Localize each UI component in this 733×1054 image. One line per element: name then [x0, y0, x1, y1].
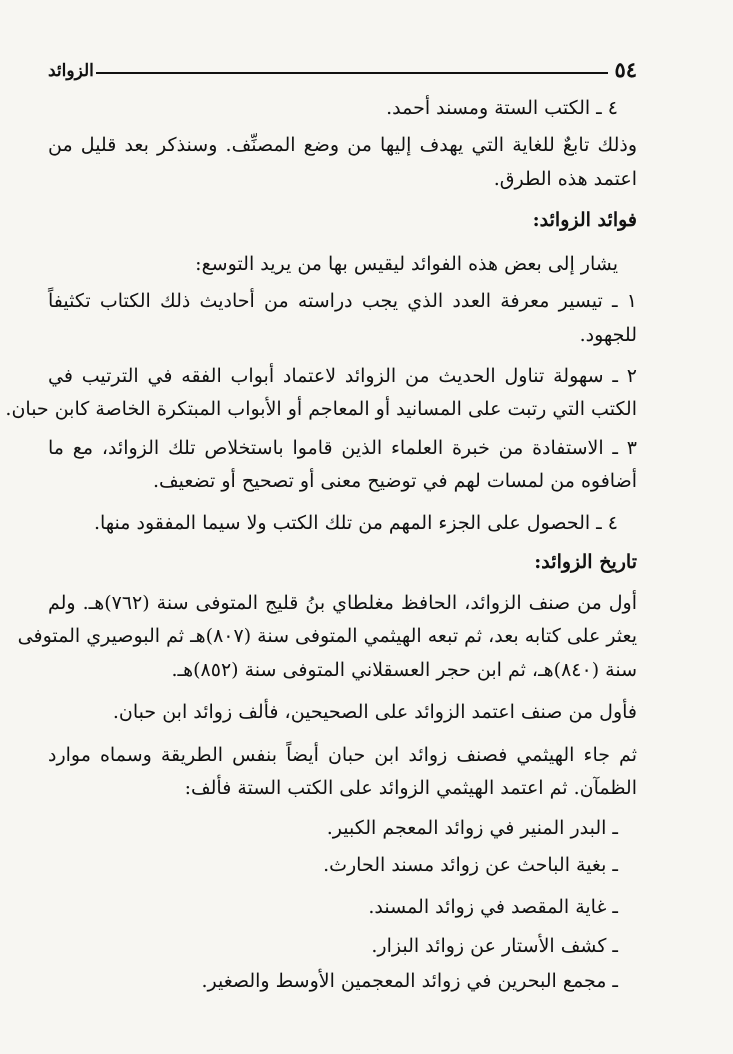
- list-item: ـ مجمع البحرين في زوائد المعجمين الأوسط والصغير.: [201, 970, 618, 992]
- page-header: [48, 54, 637, 80]
- text-line: ٤ ـ الكتب الستة ومسند أحمد.: [386, 97, 618, 119]
- text-line: أول من صنف الزوائد، الحافظ مغلطاي بنُ قليج المتوفى سنة (٧٦٢)هـ. ولم: [48, 592, 637, 614]
- text-line: ٤ ـ الحصول على الجزء المهم من تلك الكتب ولا سيما المفقود منها.: [93, 512, 618, 534]
- text-line: ١ ـ تيسير معرفة العدد الذي يجب دراسته من أحاديث ذلك الكتاب تكثيفاً: [48, 290, 637, 312]
- text-line: وذلك تابعٌ للغاية التي يهدف إليها من وضع المصنِّف. وسنذكر بعد قليل من: [48, 134, 637, 156]
- list-item: ـ بغية الباحث عن زوائد مسند الحارث.: [323, 854, 618, 876]
- text-line: للجهود.: [579, 324, 637, 346]
- page-number: ٥٤: [614, 57, 637, 82]
- section-heading: تاريخ الزوائد:: [534, 551, 637, 573]
- list-item: ـ البدر المنير في زوائد المعجم الكبير.: [326, 817, 618, 839]
- text-line: يشار إلى بعض هذه الفوائد ليقيس بها من يريد التوسع:: [195, 253, 618, 275]
- list-item: ـ كشف الأستار عن زوائد البزار.: [371, 935, 618, 957]
- text-line: يعثر على كتابه بعد، ثم تبعه الهيثمي المتوفى سنة (٨٠٧)هـ ثم البوصيري المتوفى: [17, 625, 637, 647]
- text-line: الكتب التي رتبت على المسانيد أو المعاجم أو الأبواب المبتكرة الخاصة كابن حبان.: [5, 398, 637, 420]
- text-line: ٣ ـ الاستفادة من خبرة العلماء الذين قاموا باستخلاص تلك الزوائد، مع ما: [48, 437, 637, 459]
- text-line: سنة (٨٤٠)هـ، ثم ابن حجر العسقلاني المتوفى سنة (٨٥٢)هـ.: [171, 659, 637, 681]
- text-line: اعتمد هذه الطرق.: [493, 168, 637, 190]
- header-rule: [96, 72, 609, 74]
- text-line: ثم جاء الهيثمي فصنف زوائد ابن حبان أيضاً بنفس الطريقة وسماه موارد: [48, 744, 637, 766]
- text-line: أضافوه من لمسات لهم في توضيح معنى أو تصحيح أو تضعيف.: [152, 470, 637, 492]
- text-line: الظمآن. ثم اعتمد الهيثمي الزوائد على الكتب الستة فألف:: [184, 777, 637, 799]
- text-line: فأول من صنف اعتمد الزوائد على الصحيحين، فألف زوائد ابن حبان.: [112, 701, 637, 723]
- text-line: ٢ ـ سهولة تناول الحديث من الزوائد لاعتماد أبواب الفقه في الترتيب في: [48, 365, 637, 387]
- running-title: الزوائد: [48, 61, 94, 81]
- list-item: ـ غاية المقصد في زوائد المسند.: [368, 896, 618, 918]
- section-heading: فوائد الزوائد:: [532, 209, 637, 231]
